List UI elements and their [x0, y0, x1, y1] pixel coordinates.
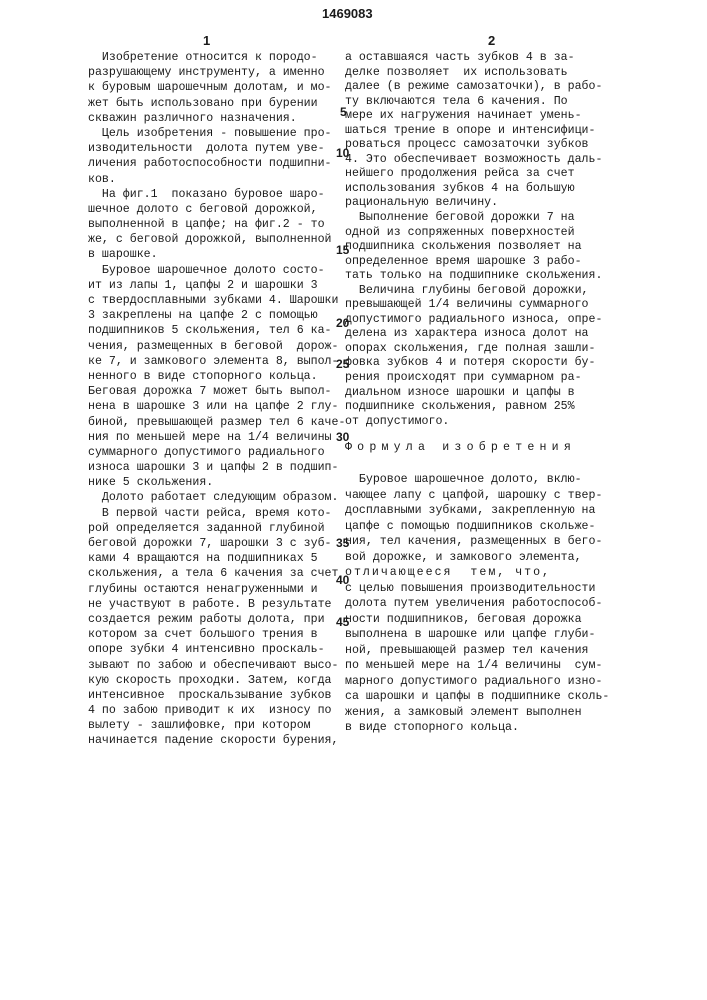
text-line: выполненной в цапфе; на фиг.2 - то [88, 217, 345, 232]
text-line: рой определяется заданной глубиной [88, 521, 345, 536]
text-line: допустимого радиального износа, опре- [345, 313, 602, 328]
text-line: ит из лапы 1, цапфы 2 и шарошки 3 [88, 278, 345, 293]
text-line: далее (в режиме самозаточки), в рабо- [345, 80, 602, 95]
text-line: подшипников 5 скольжения, тел 6 ка- [88, 323, 345, 338]
text-line: цапфе с помощью подшипников скольже- [345, 519, 609, 535]
text-line: одной из сопряженных поверхностей [345, 226, 602, 241]
text-line: роваться процесс самозаточки зубков [345, 138, 602, 153]
text-line: делке позволяет их использовать [345, 66, 602, 81]
text-line: интенсивное проскальзывание зубков [88, 688, 345, 703]
text-line: Изобретение относится к породо- [88, 50, 345, 65]
text-line: с целью повышения производительности [345, 581, 609, 597]
text-line: зывают по забою и обеспечивают высо- [88, 658, 345, 673]
text-line: ке 7, и замкового элемента 8, выпол- [88, 354, 345, 369]
column-number-left: 1 [203, 33, 210, 48]
text-line: ков. [88, 172, 345, 187]
line-number: 5 [340, 105, 347, 119]
text-line: ности подшипников, беговая дорожка [345, 612, 609, 628]
text-line: биной, превышающей размер тел 6 каче- [88, 415, 345, 430]
claims-heading: Формула изобретения [345, 441, 576, 454]
text-line: На фиг.1 показано буровое шаро- [88, 187, 345, 202]
text-line: нейшего продолжения рейса за счет [345, 167, 602, 182]
text-line: же, с беговой дорожкой, выполненной [88, 232, 345, 247]
text-line: использования зубков 4 на большую [345, 182, 602, 197]
text-line: выполнена в шарошке или цапфе глуби- [345, 627, 609, 643]
text-line: ками 4 вращаются на подшипниках 5 [88, 551, 345, 566]
text-line: превышающей 1/4 величины суммарного [345, 298, 602, 313]
text-line: разрушающему инструменту, а именно [88, 65, 345, 80]
text-line: ния по меньшей мере на 1/4 величины [88, 430, 345, 445]
text-line: подшипнике скольжения, равном 25% [345, 400, 602, 415]
text-line: с твердосплавными зубками 4. Шарошки [88, 293, 345, 308]
text-line: 4. Это обеспечивает возможность даль- [345, 153, 602, 168]
text-line: делена из характера износа долот на [345, 327, 602, 342]
text-line: 4 по забою приводит к их износу по [88, 703, 345, 718]
text-line: начинается падение скорости бурения, [88, 733, 345, 748]
text-line: определенное время шарошке 3 рабо- [345, 255, 602, 270]
text-line: глубины остаются ненагруженными и [88, 582, 345, 597]
text-line: В первой части рейса, время кото- [88, 506, 345, 521]
line-number: 15 [336, 243, 349, 257]
line-number: 10 [336, 146, 349, 160]
text-line: опоре зубки 4 интенсивно проскаль- [88, 642, 345, 657]
text-line: шечное долото с беговой дорожкой, [88, 202, 345, 217]
text-line: в шарошке. [88, 247, 345, 262]
text-line: Величина глубины беговой дорожки, [345, 284, 602, 299]
text-line: Беговая дорожка 7 может быть выпол- [88, 384, 345, 399]
text-line: подшипника скольжения позволяет на [345, 240, 602, 255]
line-number: 40 [336, 573, 349, 587]
text-line: износа шарошки 3 и цапфы 2 в подшип- [88, 460, 345, 475]
text-line: опорах скольжения, где полная зашли- [345, 342, 602, 357]
text-line: диальном износе шарошки и цапфы в [345, 386, 602, 401]
text-line: нике 5 скольжения. [88, 475, 345, 490]
line-number: 30 [336, 430, 349, 444]
text-line: Цель изобретения - повышение про- [88, 126, 345, 141]
text-line: по меньшей мере на 1/4 величины сум- [345, 658, 609, 674]
right-column-text [345, 51, 602, 429]
text-line: скольжения, а тела 6 качения за счет [88, 566, 345, 581]
column-number-right: 2 [488, 33, 495, 48]
text-line: жения, а замковый элемент выполнен [345, 705, 609, 721]
text-line: ной, превышающей размер тел качения [345, 643, 609, 659]
text-line: фовка зубков 4 и потеря скорости бу- [345, 356, 602, 371]
line-number: 35 [336, 536, 349, 550]
line-number: 45 [336, 615, 349, 629]
text-line: суммарного допустимого радиального [88, 445, 345, 460]
text-line: беговой дорожки 7, шарошки 3 с зуб- [88, 536, 345, 551]
text-line: шаться трение в опоре и интенсифици- [345, 124, 602, 139]
text-line: ненного в виде стопорного кольца. [88, 369, 345, 384]
text-line: отличающееся тем, что, [345, 565, 609, 581]
text-line: чающее лапу с цапфой, шарошку с твер- [345, 488, 609, 504]
text-line: к буровым шарошечным долотам, и мо- [88, 80, 345, 95]
text-line: не участвуют в работе. В результате [88, 597, 345, 612]
text-line: 3 закреплены на цапфе 2 с помощью [88, 308, 345, 323]
text-line: жет быть использовано при бурении [88, 96, 345, 111]
text-line: нена в шарошке 3 или на цапфе 2 глу- [88, 399, 345, 414]
text-line: ту включаются тела 6 качения. По [345, 95, 602, 110]
text-line: мере их нагружения начинает умень- [345, 109, 602, 124]
text-line: Выполнение беговой дорожки 7 на [345, 211, 602, 226]
text-line: а оставшаяся часть зубков 4 в за- [345, 51, 602, 66]
line-number: 25 [336, 357, 349, 371]
text-line: Буровое шарошечное долото, вклю- [345, 472, 609, 488]
text-line: котором за счет большого трения в [88, 627, 345, 642]
text-line: Долото работает следующим образом. [88, 490, 345, 505]
text-line: изводительности долота путем уве- [88, 141, 345, 156]
text-line: создается режим работы долота, при [88, 612, 345, 627]
text-line: скважин различного назначения. [88, 111, 345, 126]
text-line: вылету - зашлифовке, при котором [88, 718, 345, 733]
text-line: са шарошки и цапфы в подшипнике сколь- [345, 689, 609, 705]
text-line: Буровое шарошечное долото состо- [88, 263, 345, 278]
text-line: от допустимого. [345, 415, 602, 430]
text-line: рациональную величину. [345, 196, 602, 211]
text-line: кую скорость проходки. Затем, когда [88, 673, 345, 688]
text-line: чения, размещенных в беговой дорож- [88, 339, 345, 354]
text-line: ния, тел качения, размещенных в бего- [345, 534, 609, 550]
text-line: марного допустимого радиального изно- [345, 674, 609, 690]
claims-text [345, 472, 609, 736]
text-line: тать только на подшипнике скольжения. [345, 269, 602, 284]
text-line: в виде стопорного кольца. [345, 720, 609, 736]
text-line: вой дорожке, и замкового элемента, [345, 550, 609, 566]
patent-number: 1469083 [322, 6, 373, 21]
text-line: личения работоспособности подшипни- [88, 156, 345, 171]
text-line: долота путем увеличения работоспособ- [345, 596, 609, 612]
text-line: рения происходят при суммарном ра- [345, 371, 602, 386]
line-number: 20 [336, 316, 349, 330]
text-line: досплавными зубками, закрепленную на [345, 503, 609, 519]
left-column-text [88, 50, 345, 749]
